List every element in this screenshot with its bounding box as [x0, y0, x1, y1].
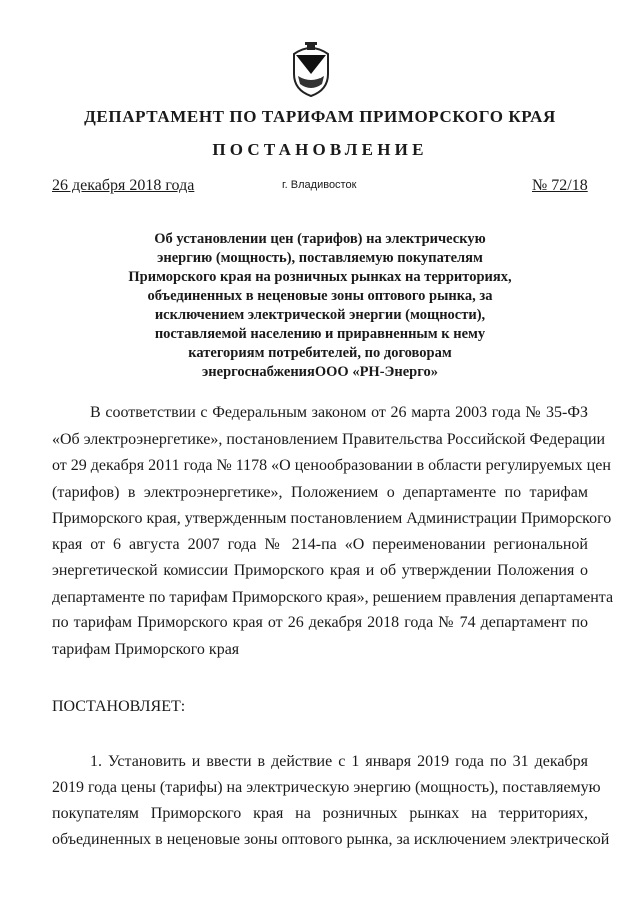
preamble-line: от 29 декабря 2011 года № 1178 «О ценообразовании в области регулируемых цен	[52, 457, 611, 474]
item-1-line: покупателям Приморского края на розничных рынках на территориях,	[52, 805, 588, 822]
item-1-line: 2019 года цены (тарифы) на электрическую энергию (мощность), поставляемую	[52, 779, 601, 796]
preamble-line: «Об электроэнергетике», постановлением Правительства Российской Федерации	[52, 431, 606, 448]
item-1-line: объединенных в неценовые зоны оптового рынка, за исключением электрической	[52, 831, 610, 848]
coat-of-arms-emblem	[286, 40, 336, 98]
preamble-line: (тарифов) в электроэнергетике», Положением о департаменте по тарифам	[52, 484, 588, 501]
document-type: ПОСТАНОВЛЕНИЕ	[212, 140, 428, 159]
subject-line: энергию (мощность), поставляемую покупателям	[157, 250, 483, 266]
document-subject	[110, 230, 530, 382]
document-city: г. Владивосток	[282, 179, 357, 191]
preamble-line: энергетической комиссии Приморского края и об утверждении Положения о	[52, 562, 588, 579]
preamble-line: тарифам Приморского края	[52, 641, 240, 658]
subject-line: категориям потребителей, по договорам	[188, 345, 452, 361]
document-date: 26 декабря 2018 года	[52, 177, 195, 194]
subject-line: исключением электрической энергии (мощности),	[154, 307, 486, 323]
subject-line: объединенных в неценовые зоны оптового рынка, за	[147, 288, 493, 304]
subject-line: Об установлении цен (тарифов) на электрическую	[154, 231, 486, 247]
subject-line: поставляемой населению и приравненным к нему	[154, 326, 486, 342]
item-1-line: 1. Установить и ввести в действие с 1 января 2019 года по 31 декабря	[90, 753, 588, 770]
preamble-line: Приморского края, утвержденным постановлением Администрации Приморского	[52, 510, 612, 527]
decree-word: ПОСТАНОВЛЯЕТ:	[52, 698, 186, 715]
preamble-line: департаменте по тарифам Приморского края», решением правления департамента	[52, 589, 614, 606]
subject-line: энергоснабженияООО «РН-Энерго»	[202, 364, 438, 380]
preamble-line: по тарифам Приморского края от 26 декабря 2018 года № 74 департамент по	[52, 614, 588, 631]
preamble-line: В соответствии с Федеральным законом от 26 марта 2003 года № 35-ФЗ	[90, 404, 588, 421]
preamble-line: края от 6 августа 2007 года № 214-па «О переименовании региональной	[52, 536, 588, 553]
document-number: № 72/18	[532, 177, 588, 194]
department-title: ДЕПАРТАМЕНТ ПО ТАРИФАМ ПРИМОРСКОГО КРАЯ	[84, 107, 556, 126]
subject-line: Приморского края на розничных рынках на территориях,	[128, 269, 512, 285]
